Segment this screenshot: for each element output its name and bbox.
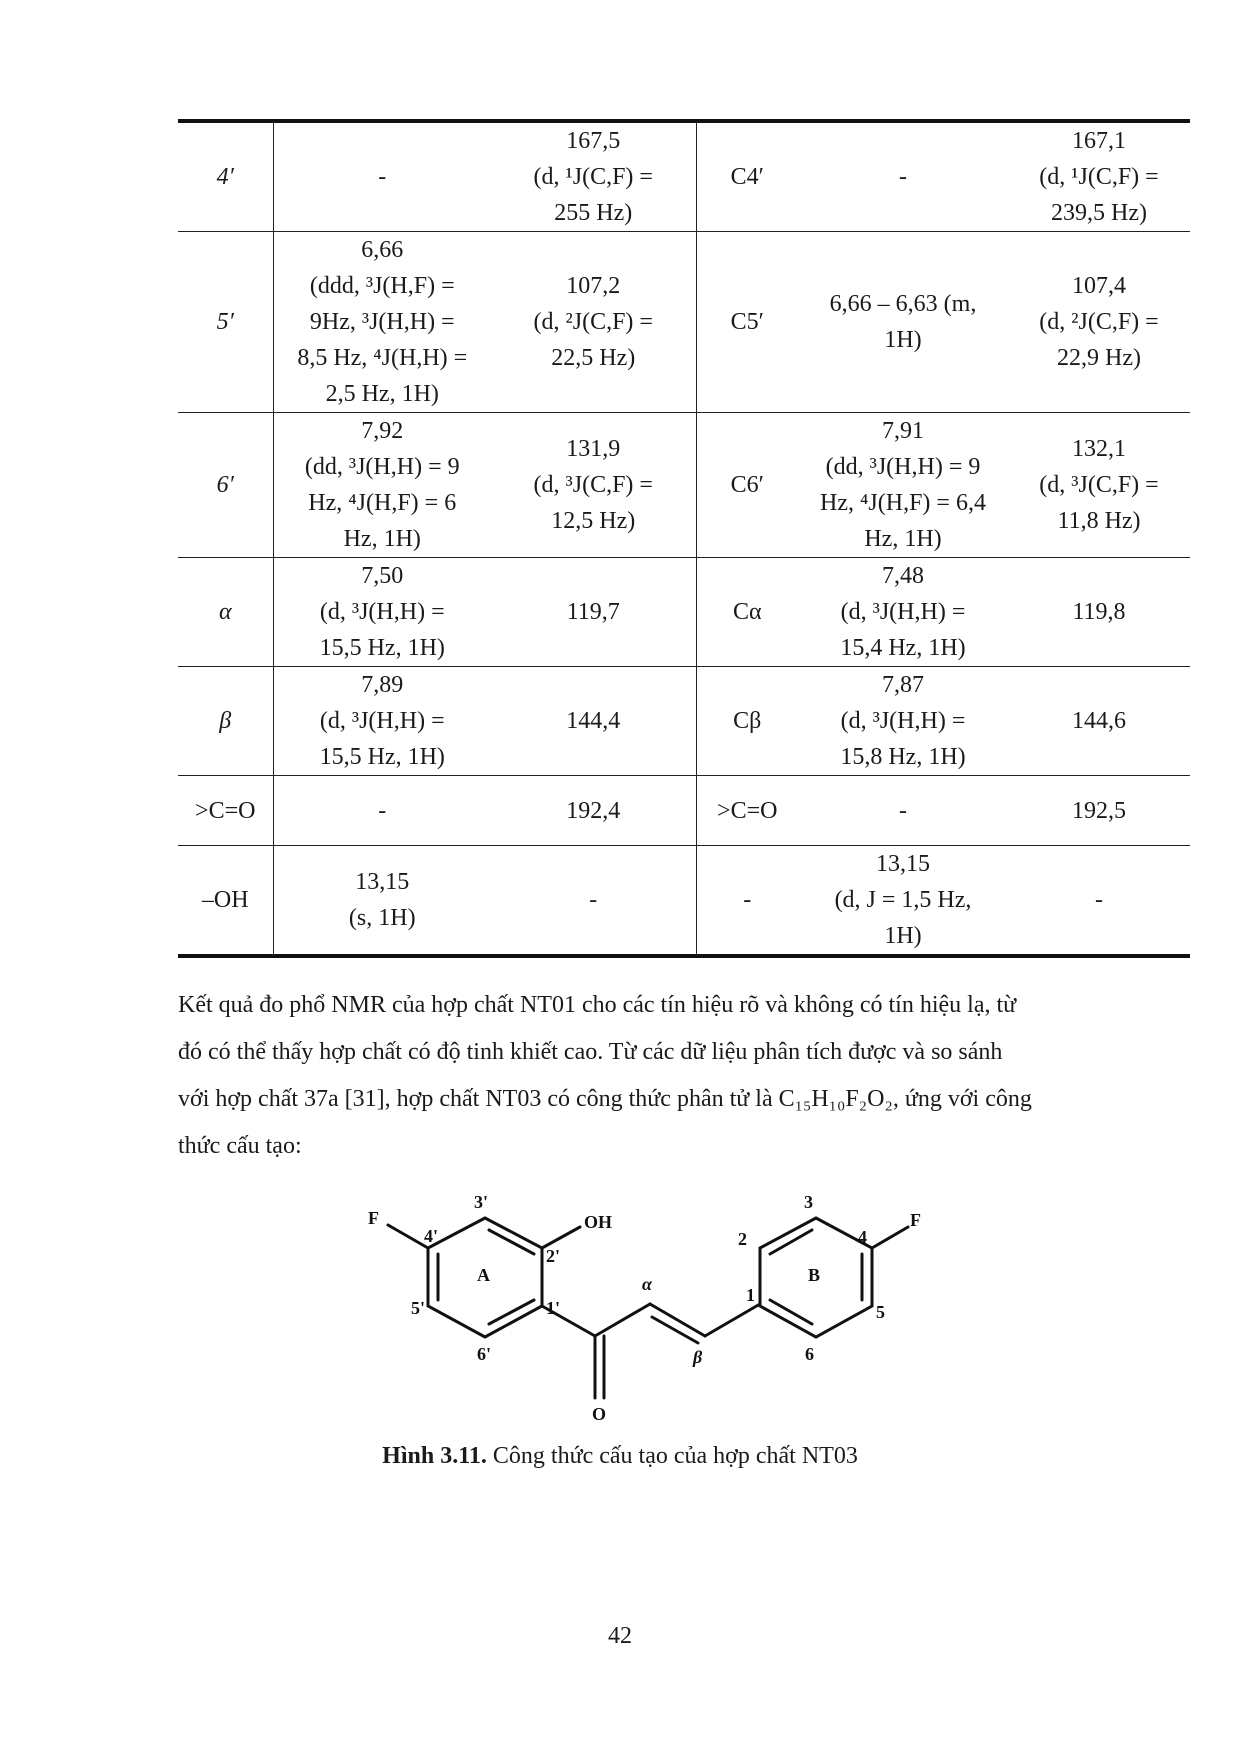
cell-line: - [899,164,907,190]
cell-line: 7,92 [361,418,404,444]
cell-line: 15,5 Hz, 1H) [319,635,445,661]
c13-nmr-cell [491,667,696,776]
carbon-label-cell: >C=O [696,776,798,846]
cell-line: - [378,164,387,190]
nmr-data-table [178,119,1190,958]
c13-nmr-cell [491,232,696,413]
carbon-label-cell: Cα [696,558,798,667]
paragraph-line: thức cấu tạo: [178,1133,302,1159]
locant-6p: 6' [477,1344,492,1364]
cell-line: 119,8 [1072,599,1126,625]
table-row [178,121,1190,232]
c13-reference-cell [1008,667,1190,776]
ring-b-inner-bond [770,1230,812,1254]
caption-text: Công thức cấu tạo của hợp chất NT03 [486,1443,858,1469]
c13-nmr-cell [491,121,696,232]
h1-nmr-cell [273,232,491,413]
cell-line: 132,1 [1072,436,1126,462]
caption-label: Hình 3.11. [382,1443,487,1469]
carbon-label-cell: - [696,846,798,957]
cell-line: 22,5 Hz) [551,345,636,371]
cell-line: 192,4 [566,797,621,824]
cell-line: 255 Hz) [554,200,633,226]
cell-line: (d, ³J(H,H) = [840,599,966,625]
position-cell: >C=O [178,776,273,846]
ring-a-inner-bond [489,1300,534,1324]
locant-5: 5 [876,1302,885,1322]
carbon-label-cell: C5′ [696,232,798,413]
h1-reference-cell [798,232,1008,413]
cell-line: 15,8 Hz, 1H) [840,744,966,770]
c13-nmr-cell [491,413,696,558]
table-row [178,413,1190,558]
c13-nmr-cell [491,846,696,957]
locant-6: 6 [805,1344,814,1364]
c13-reference-cell [1008,776,1190,846]
locant-1: 1 [746,1285,755,1305]
body-paragraph [178,982,1190,1170]
cell-line: (dd, ³J(H,H) = 9 [825,454,981,480]
locant-2p: 2' [546,1246,561,1266]
cell-line: 9Hz, ³J(H,H) = [309,309,455,335]
cell-line: (ddd, ³J(H,F) = [309,273,455,299]
cell-line: 2,5 Hz, 1H) [325,381,439,407]
h1-nmr-cell [273,846,491,957]
cell-line: 1H) [884,327,922,353]
cell-line: 1H) [884,923,922,949]
position-cell: –OH [178,846,273,957]
c13-reference-cell [1008,413,1190,558]
cell-line: 7,89 [361,672,404,698]
figure-caption [0,1443,1240,1470]
locant-4p: 4' [424,1226,439,1246]
h1-nmr-cell [273,667,491,776]
cell-line: (d, J = 1,5 Hz, [834,887,972,913]
table-row [178,232,1190,413]
h1-reference-cell [798,776,1008,846]
locant-2: 2 [738,1229,747,1249]
position-cell: β [178,667,273,776]
paragraph-line: với hợp chất 37a [31], hợp chất NT03 có công thức phân tử là C₁₅H₁₀F₂O₂, ứng với công [178,1086,1032,1112]
ring-a-label: A [477,1265,490,1285]
cell-line: (d, ²J(C,F) = [533,309,653,335]
position-cell: α [178,558,273,667]
cell-line: 107,2 [566,273,621,299]
bond-co-calpha [595,1304,650,1336]
cell-line: 144,4 [566,708,621,734]
locant-3p: 3' [474,1192,489,1212]
cell-line: Hz, 1H) [343,526,421,552]
cell-line: 107,4 [1072,273,1126,299]
cell-line: - [1095,887,1103,913]
cell-line: Hz, ⁴J(H,F) = 6,4 [820,490,986,516]
page-number: 42 [608,1623,632,1649]
ring-b-inner-bond [770,1300,812,1324]
carbon-label-cell: C6′ [696,413,798,558]
ring-b-label: B [808,1265,821,1285]
cell-line: (d, ³J(H,H) = [840,708,966,734]
carbon-label-cell: C4′ [696,121,798,232]
cell-line: 12,5 Hz) [551,508,636,534]
cell-line: 13,15 [876,851,930,877]
c13-reference-cell [1008,558,1190,667]
cell-line: Hz, ⁴J(H,F) = 6 [308,490,457,516]
c13-reference-cell [1008,232,1190,413]
atom-f-right: F [910,1210,921,1230]
cell-line: (s, 1H) [348,905,416,931]
carbon-label-cell: Cβ [696,667,798,776]
cell-line: - [899,797,907,824]
atom-o: O [592,1404,607,1424]
h1-reference-cell [798,558,1008,667]
cell-line: 13,15 [355,869,410,895]
cell-line: (d, ³J(C,F) = [1039,472,1159,498]
bond-c4p-f [388,1225,428,1248]
h1-nmr-cell [273,776,491,846]
h1-reference-cell [798,413,1008,558]
cell-line: (d, ¹J(C,F) = [533,164,653,190]
chemical-structure [360,1190,960,1430]
cell-line: (d, ³J(H,H) = [319,708,445,734]
atom-oh: OH [584,1212,613,1232]
locant-beta: β [693,1347,703,1367]
cell-line: 119,7 [566,599,620,625]
cell-line: 8,5 Hz, ⁴J(H,H) = [297,345,468,371]
h1-nmr-cell [273,558,491,667]
cell-line: 192,5 [1072,797,1126,824]
cell-line: - [378,797,387,824]
position-cell: 4′ [178,121,273,232]
atom-f-left: F [368,1208,379,1228]
cell-line: 239,5 Hz) [1051,200,1147,226]
locant-5p: 5' [411,1298,426,1318]
cell-line: 7,91 [882,418,924,444]
c13-nmr-cell [491,558,696,667]
cell-line: 22,9 Hz) [1057,345,1141,371]
locant-1p: 1' [546,1298,561,1318]
locant-alpha: α [642,1274,652,1294]
c13-reference-cell [1008,121,1190,232]
cell-line: 167,1 [1072,128,1126,154]
cell-line: (d, ¹J(C,F) = [1039,164,1159,190]
cell-line: 7,50 [361,563,404,589]
cell-line: - [589,887,598,913]
h1-reference-cell [798,846,1008,957]
bond-cbeta-c1 [705,1304,760,1336]
bond-calpha-cbeta-double [652,1317,698,1343]
cell-line: 6,66 – 6,63 (m, [829,291,977,317]
cell-line: 11,8 Hz) [1057,508,1141,534]
locant-4: 4 [858,1227,867,1247]
table-row [178,558,1190,667]
cell-line: 15,5 Hz, 1H) [319,744,445,770]
paragraph-line: đó có thể thấy hợp chất có độ tinh khiết cao. Từ các dữ liệu phân tích được và so sánh [178,1039,1003,1065]
cell-line: 15,4 Hz, 1H) [840,635,966,661]
h1-nmr-cell [273,413,491,558]
bond-c4-f [872,1227,908,1248]
paragraph-line: Kết quả đo phổ NMR của hợp chất NT01 cho các tín hiệu rõ và không có tín hiệu lạ, từ [178,992,1017,1018]
cell-line: (d, ²J(C,F) = [1039,309,1159,335]
c13-nmr-cell [491,776,696,846]
table-row [178,776,1190,846]
h1-nmr-cell [273,121,491,232]
cell-line: 131,9 [566,436,621,462]
position-cell: 6′ [178,413,273,558]
h1-reference-cell [798,121,1008,232]
cell-line: 167,5 [566,128,621,154]
bond-c2p-oh [542,1227,580,1248]
cell-line: (d, ³J(C,F) = [533,472,653,498]
locant-3: 3 [804,1192,813,1212]
cell-line: 7,87 [882,672,924,698]
table-row [178,667,1190,776]
position-cell: 5′ [178,232,273,413]
cell-line: (d, ³J(H,H) = [319,599,445,625]
cell-line: 144,6 [1072,708,1126,734]
cell-line: 6,66 [361,237,404,263]
cell-line: (dd, ³J(H,H) = 9 [304,454,460,480]
cell-line: Hz, 1H) [864,526,942,552]
c13-reference-cell [1008,846,1190,957]
table-row [178,846,1190,957]
h1-reference-cell [798,667,1008,776]
cell-line: 7,48 [882,563,924,589]
